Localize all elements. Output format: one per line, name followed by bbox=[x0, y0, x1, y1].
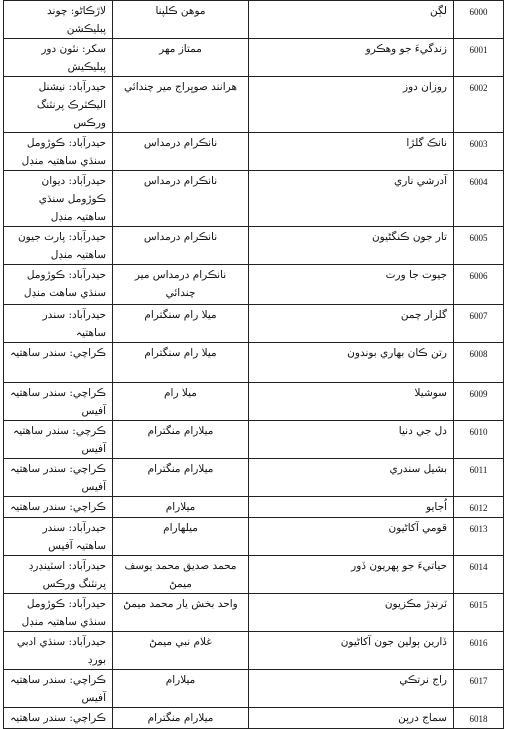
publisher-cell: حيدرآباد: نيشنل اليڪٽرڪ پرنٽنگ ورڪس bbox=[4, 77, 113, 133]
publisher-cell: حيدرآباد: سنڌي ادبي بورڊ bbox=[4, 632, 113, 670]
table-row bbox=[4, 171, 504, 227]
title-cell: گلزار چمن bbox=[249, 305, 454, 343]
author-cell: ميلا رام bbox=[113, 383, 249, 421]
author-cell: ميلارام منگترام bbox=[113, 708, 249, 729]
author-cell: ميلارام bbox=[113, 670, 249, 708]
catalog-number-cell: 6015 bbox=[454, 594, 504, 632]
table-row bbox=[4, 518, 504, 556]
catalog-number-cell: 6009 bbox=[454, 383, 504, 421]
catalog-number-cell: 6018 bbox=[454, 708, 504, 729]
publisher-cell: حيدرآباد: سندر ساهتيہ آفيس bbox=[4, 518, 113, 556]
author-cell: محمد صديق محمد يوسف ميمڻ bbox=[113, 556, 249, 594]
publisher-cell: لاڙڪاڻو: چوند پبليڪشن bbox=[4, 1, 113, 39]
publisher-cell: ڪراچي: سندر ساهتيہ آفيس bbox=[4, 383, 113, 421]
table-row bbox=[4, 594, 504, 632]
catalog-number-cell: 6006 bbox=[454, 265, 504, 305]
title-cell: آدرشي ناري bbox=[249, 171, 454, 227]
publisher-cell: حيدرآباد: پارت جيون ساهتيہ منڊل bbox=[4, 227, 113, 265]
catalog-number-cell: 6001 bbox=[454, 39, 504, 77]
table-row bbox=[4, 556, 504, 594]
table-row bbox=[4, 133, 504, 171]
title-cell: جيوت جا ورت bbox=[249, 265, 454, 305]
book-catalog-table bbox=[3, 0, 504, 729]
table-row bbox=[4, 227, 504, 265]
author-cell: موهن ڪلپنا bbox=[113, 1, 249, 39]
author-cell: نانڪرام درمداس bbox=[113, 171, 249, 227]
table-row bbox=[4, 459, 504, 497]
table-row bbox=[4, 497, 504, 518]
catalog-number-cell: 6004 bbox=[454, 171, 504, 227]
table-row bbox=[4, 39, 504, 77]
publisher-cell: ڪراچي: سندر ساهتيہ bbox=[4, 497, 113, 518]
title-cell: سماج درپن bbox=[249, 708, 454, 729]
table-row bbox=[4, 708, 504, 729]
author-cell: نانڪرام درمداس مير چندائي bbox=[113, 265, 249, 305]
title-cell: اُجايو bbox=[249, 497, 454, 518]
author-cell: ممتاز مهر bbox=[113, 39, 249, 77]
catalog-number-cell: 6014 bbox=[454, 556, 504, 594]
title-cell: بشيل سندري bbox=[249, 459, 454, 497]
table-row bbox=[4, 421, 504, 459]
title-cell: حياتيءَ جو پهريون ڏور bbox=[249, 556, 454, 594]
title-cell: سوشيلا bbox=[249, 383, 454, 421]
publisher-cell: ڪراچي: سندر ساهتيہ bbox=[4, 343, 113, 383]
publisher-cell: ڪراچي: سندر ساهتيہ bbox=[4, 708, 113, 729]
title-cell: زندگيءَ جو وهڪرو bbox=[249, 39, 454, 77]
table-row bbox=[4, 632, 504, 670]
publisher-cell: ڪراچي: سندر ساهتيہ آفيس bbox=[4, 459, 113, 497]
catalog-number-cell: 6000 bbox=[454, 1, 504, 39]
author-cell: ميلارام bbox=[113, 497, 249, 518]
title-cell: نانڪ گلڙا bbox=[249, 133, 454, 171]
catalog-number-cell: 6013 bbox=[454, 518, 504, 556]
table-row bbox=[4, 670, 504, 708]
catalog-number-cell: 6003 bbox=[454, 133, 504, 171]
catalog-number-cell: 6002 bbox=[454, 77, 504, 133]
author-cell: غلام نبي ميمڻ bbox=[113, 632, 249, 670]
author-cell: نانڪرام درمداس bbox=[113, 133, 249, 171]
author-cell: ميلا رام سنگترام bbox=[113, 343, 249, 383]
table-row bbox=[4, 1, 504, 39]
author-cell: نانڪرام درمداس bbox=[113, 227, 249, 265]
title-cell: رتن ڪان بهاري بوندون bbox=[249, 343, 454, 383]
title-cell: روزان دوز bbox=[249, 77, 454, 133]
title-cell: راج نرتڪي bbox=[249, 670, 454, 708]
author-cell: واحد بخش يار محمد ميمڻ bbox=[113, 594, 249, 632]
table-row bbox=[4, 265, 504, 305]
publisher-cell: حيدرآباد: ڪوڙومل سنڌي ساهتيہ منڊل bbox=[4, 594, 113, 632]
title-cell: ڏارين ٻولين جون آکاڻيون bbox=[249, 632, 454, 670]
title-cell: دل جي دنيا bbox=[249, 421, 454, 459]
catalog-number-cell: 6011 bbox=[454, 459, 504, 497]
title-cell: تار جون ڪنگڻيون bbox=[249, 227, 454, 265]
author-cell: هرانند صوڀراج مير چندائي bbox=[113, 77, 249, 133]
catalog-number-cell: 6012 bbox=[454, 497, 504, 518]
table-row bbox=[4, 383, 504, 421]
catalog-number-cell: 6010 bbox=[454, 421, 504, 459]
catalog-number-cell: 6005 bbox=[454, 227, 504, 265]
publisher-cell: حيدرآباد: ڪوڙومل سنڌي ساهت منڊل bbox=[4, 265, 113, 305]
table-body bbox=[4, 1, 504, 729]
publisher-cell: سکر: نئون دور پبليڪيش bbox=[4, 39, 113, 77]
publisher-cell: حيدرآباد: اسٽينڊرڊ پرنٽنگ ورڪس bbox=[4, 556, 113, 594]
catalog-number-cell: 6008 bbox=[454, 343, 504, 383]
author-cell: ميلارام منگترام bbox=[113, 459, 249, 497]
catalog-number-cell: 6017 bbox=[454, 670, 504, 708]
publisher-cell: ڪراچي: سندر ساهتيہ آفيس bbox=[4, 670, 113, 708]
author-cell: ميلا رام سنگترام bbox=[113, 305, 249, 343]
publisher-cell: حيدرآباد: ڪوڙومل سنڌي ساهتيہ منڊل bbox=[4, 133, 113, 171]
author-cell: ميلهارام bbox=[113, 518, 249, 556]
table-row bbox=[4, 343, 504, 383]
publisher-cell: حيدرآباد: سندر ساهتيہ bbox=[4, 305, 113, 343]
publisher-cell: حيدرآباد: ديوان ڪوڙومل سنڌي ساهتيہ منڊل bbox=[4, 171, 113, 227]
author-cell: ميلارام منگترام bbox=[113, 421, 249, 459]
catalog-number-cell: 6016 bbox=[454, 632, 504, 670]
table-row bbox=[4, 305, 504, 343]
catalog-number-cell: 6007 bbox=[454, 305, 504, 343]
table-row bbox=[4, 77, 504, 133]
publisher-cell: ڪرچي: سندر ساهتيہ آفيس bbox=[4, 421, 113, 459]
title-cell: ٽرنڊڙ مڪزيون bbox=[249, 594, 454, 632]
title-cell: لڳن bbox=[249, 1, 454, 39]
title-cell: قومي آکاڻيون bbox=[249, 518, 454, 556]
